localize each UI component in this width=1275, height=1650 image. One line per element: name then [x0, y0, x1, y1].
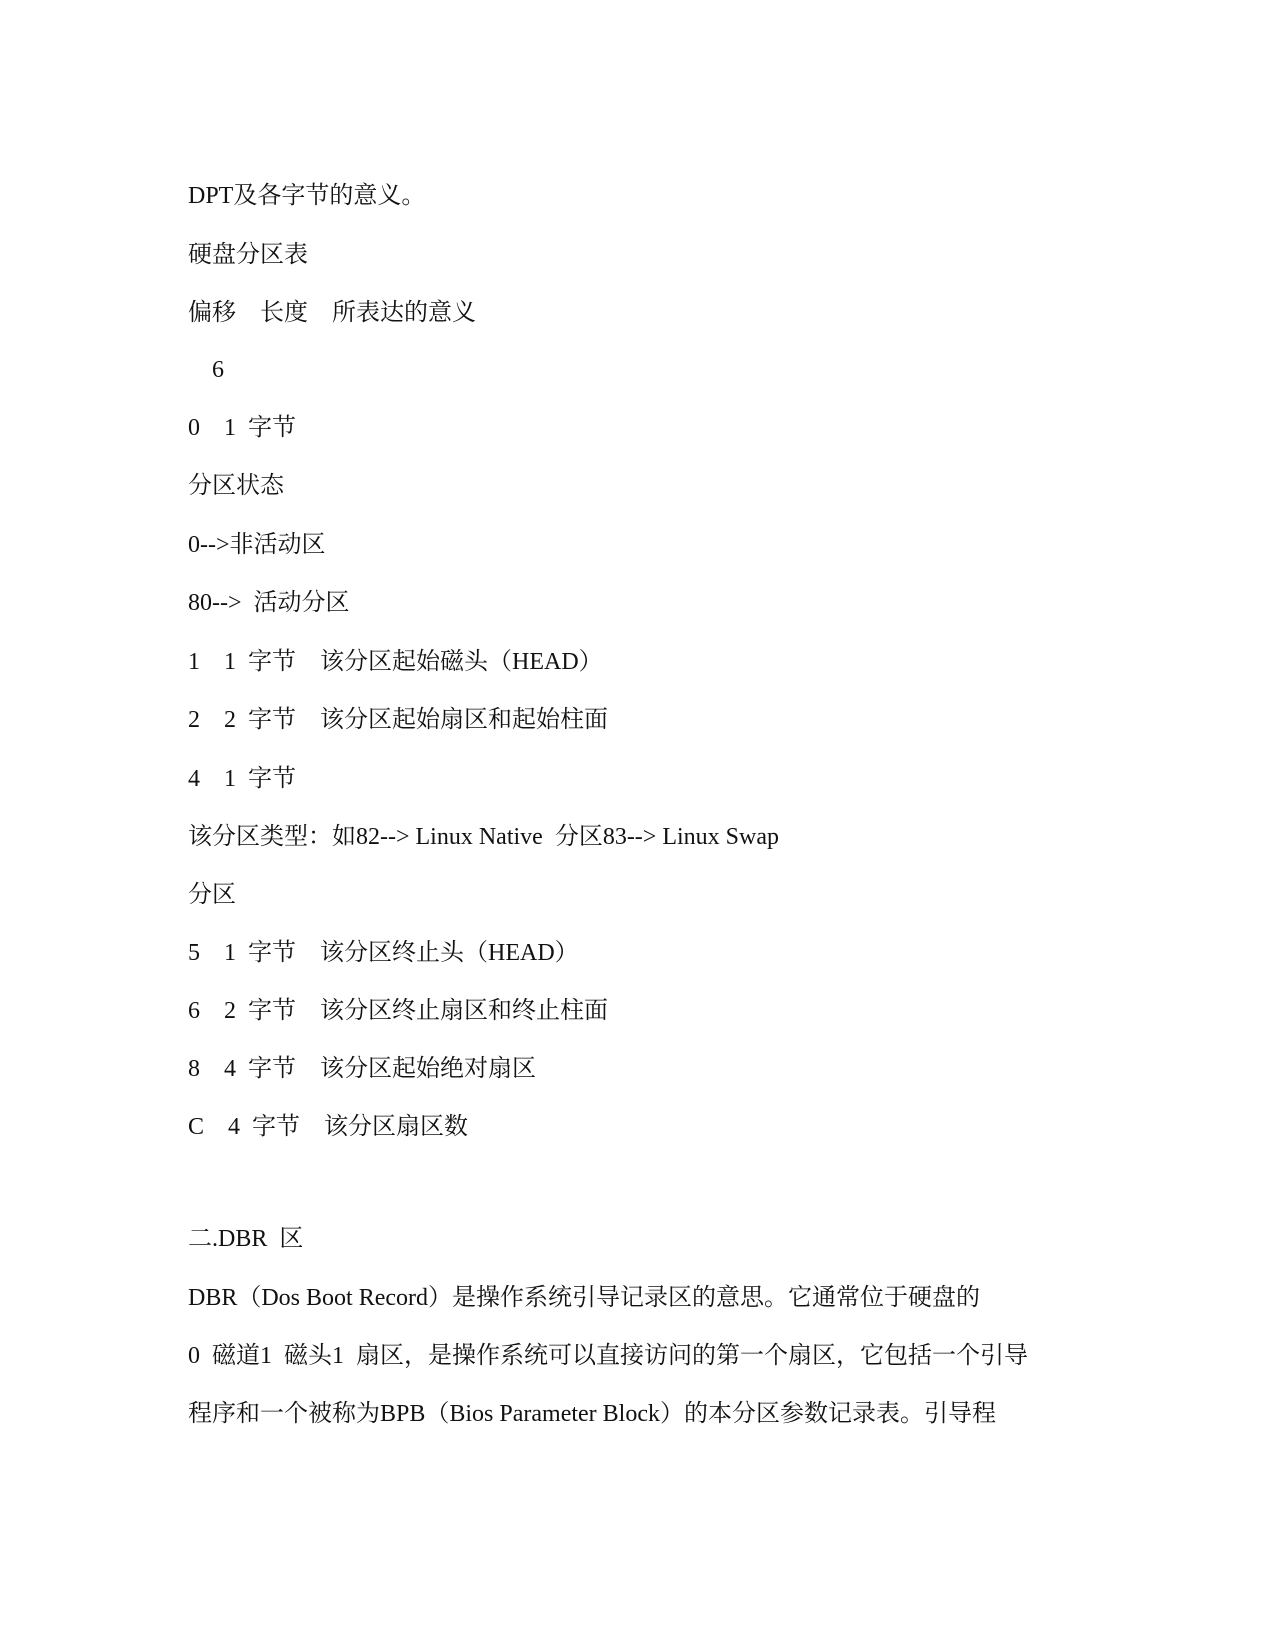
text-line-offset-c: C 4 字节 该分区扇区数 — [188, 1114, 469, 1140]
text-line-offset-6: 6 2 字节 该分区终止扇区和终止柱面 — [188, 998, 608, 1024]
text-line-dbr-heading: 二.DBR 区 — [188, 1226, 304, 1252]
text-line-offset-8: 8 4 字节 该分区起始绝对扇区 — [188, 1056, 536, 1082]
text-line-offset-2: 2 2 字节 该分区起始扇区和起始柱面 — [188, 707, 608, 733]
text-line-offset-0: 0 1 字节 — [188, 415, 296, 441]
text-line-partition-type: 该分区类型：如82--> Linux Native 分区83--> Linux Swap — [188, 824, 779, 850]
text-line-dbr-description-2: 0 磁道1 磁头1 扇区，是操作系统可以直接访问的第一个扇区，它包括一个引导 — [188, 1343, 1028, 1369]
text-line-dbr-description-3: 程序和一个被称为BPB（Bios Parameter Block）的本分区参数记录表。引导程 — [188, 1401, 996, 1427]
text-line-offset-5: 5 1 字节 该分区终止头（HEAD） — [188, 940, 579, 966]
text-line-partition: 分区 — [188, 882, 236, 908]
text-line-offset-4: 4 1 字节 — [188, 766, 296, 792]
text-line-active: 80--> 活动分区 — [188, 590, 350, 616]
text-line-dbr-description-1: DBR（Dos Boot Record）是操作系统引导记录区的意思。它通常位于硬盘的 — [188, 1285, 980, 1311]
text-line-offset-1: 1 1 字节 该分区起始磁头（HEAD） — [188, 649, 603, 675]
text-line-six: 6 — [188, 357, 224, 383]
text-line-dpt-meaning: DPT及各字节的意义。 — [188, 183, 426, 209]
text-line-partition-table-title: 硬盘分区表 — [188, 242, 308, 268]
text-line-column-headers: 偏移 长度 所表达的意义 — [188, 300, 476, 326]
text-line-partition-state: 分区状态 — [188, 473, 284, 499]
text-line-inactive: 0-->非活动区 — [188, 532, 326, 558]
